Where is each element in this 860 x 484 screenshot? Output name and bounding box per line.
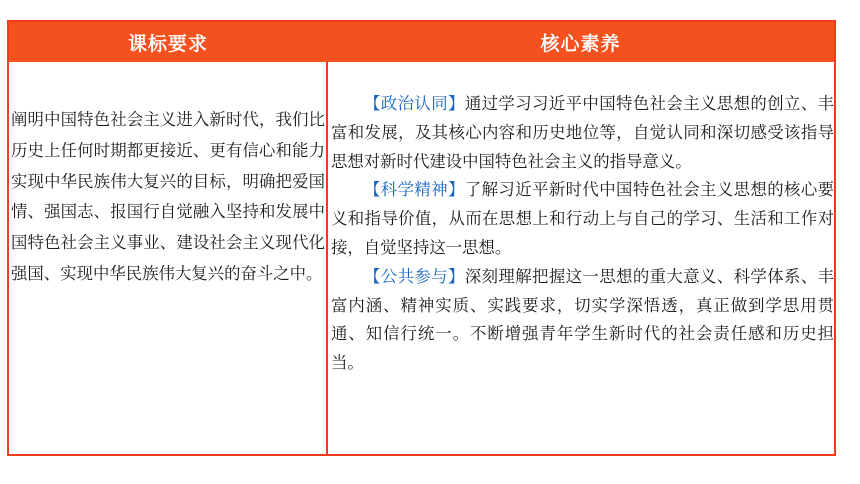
competency-text: 通过学习习近平中国特色社会主义思想的创立、丰富和发展，及其核心内容和历史地位等，自觉认同和深切感受该指导思想对新时代建设中国特色社会主义的指导意义。	[331, 94, 835, 171]
competency-tag: 【公共参与】	[364, 266, 465, 286]
curriculum-requirements-text: 阐明中国特色社会主义进入新时代，我们比历史上任何时期都更接近、更有信心和能力实现中华民族伟大复兴的目标，明确把爱国情、强国志、报国行自觉融入坚持和发展中国特色社会主义事业、建设社会主义现代化强国、实现中华民族伟大复兴的奋斗之中。	[11, 110, 325, 283]
header-curriculum-requirements: 课标要求	[127, 32, 208, 55]
standards-table	[7, 20, 836, 456]
core-competencies-cell	[331, 90, 834, 378]
competency-text: 深刻理解把握这一思想的重大意义、科学体系、丰富内涵、精神实质、实践要求，切实学深悟透，真正做到学思用贯通、知信行统一。不断增强青年学生新时代的社会责任感和历史担当。	[331, 266, 835, 373]
table-header-row	[9, 22, 834, 62]
competency-text: 了解习近平新时代中国特色社会主义思想的核心要义和指导价值，从而在思想上和行动上与自己的学习、生活和工作对接，自觉坚持这一思想。	[331, 180, 835, 257]
column-divider	[326, 62, 328, 454]
competency-public-participation	[331, 263, 834, 378]
competency-tag: 【政治认同】	[364, 94, 465, 113]
competency-tag: 【科学精神】	[364, 180, 465, 200]
competency-scientific-spirit	[331, 176, 834, 262]
competency-political-identity	[331, 90, 834, 176]
header-core-competencies: 核心素养	[540, 32, 621, 55]
